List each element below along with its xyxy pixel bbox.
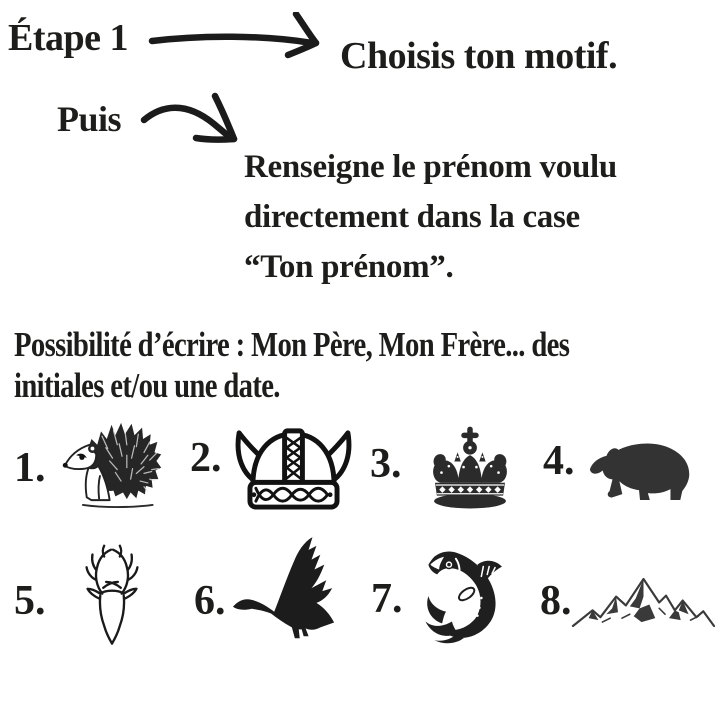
step2-label: Puis (57, 99, 122, 139)
step2-paragraph (244, 142, 617, 292)
mountains-icon (571, 575, 716, 628)
step2-line: “Ton prénom”. (244, 249, 454, 285)
motif-number: 3. (370, 441, 402, 487)
deer-head-icon (69, 544, 155, 657)
motif-number: 4. (543, 438, 575, 484)
step2-line: directement dans la case (244, 199, 580, 235)
note-text (14, 324, 691, 406)
motif-number: 2. (190, 435, 222, 481)
step1-label: Étape 1 (8, 17, 128, 59)
jumping-fish-icon (422, 545, 525, 645)
note-line: initiales et/ou une date. (14, 366, 280, 405)
motif-number: 7. (371, 576, 403, 622)
motif-number: 5. (14, 578, 46, 624)
motif-number: 8. (540, 578, 572, 624)
motif-number: 1. (14, 445, 46, 491)
crown-icon (424, 424, 516, 512)
arrow-curved-down-icon (138, 86, 250, 152)
motif-number: 6. (194, 578, 226, 624)
note-line: Possibilité d’écrire : Mon Père, Mon Frère... des (14, 325, 570, 364)
hedgehog-icon (60, 410, 165, 512)
step1-title: Choisis ton motif. (340, 35, 618, 77)
flying-duck-icon (231, 534, 339, 657)
viking-helmet-icon (229, 421, 358, 515)
bear-icon (584, 435, 697, 504)
arrow-right-icon (146, 12, 326, 60)
step2-line: Renseigne le prénom voulu (244, 149, 617, 185)
